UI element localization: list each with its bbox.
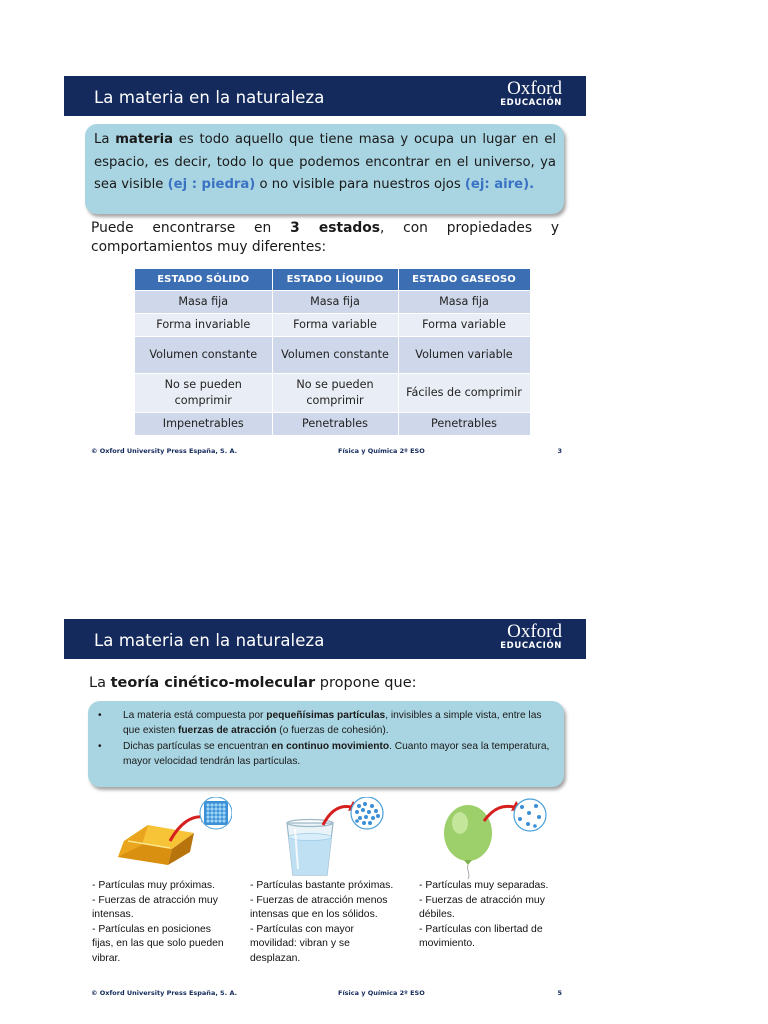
description-line: - Fuerzas de atracción muy xyxy=(92,894,218,906)
callout-text: o no visible para nuestros ojos xyxy=(255,177,465,192)
table-cell: Impenetrables xyxy=(135,412,272,435)
table-cell: Forma variable xyxy=(272,313,398,336)
table-cell: Penetrables xyxy=(272,412,398,435)
bullet-bold: en continuo movimiento xyxy=(271,741,390,752)
callout-bold-term: materia xyxy=(115,132,173,147)
description-line: - Fuerzas de atracción menos xyxy=(250,894,388,906)
matter-definition-callout xyxy=(85,124,564,214)
liquid-description xyxy=(250,879,393,966)
bullet-bold: pequeñísimas partículas xyxy=(266,710,386,721)
table-cell: Masa fija xyxy=(135,290,272,313)
bullet-text: , invisibles a simple vista, entre las que existen xyxy=(123,710,542,736)
footer-page-number: 3 xyxy=(557,447,562,455)
description-line: intensas que en los sólidos. xyxy=(250,909,378,920)
bullet-text: La materia está compuesta por xyxy=(123,710,267,721)
brand-sub: EDUCACIÓN xyxy=(500,641,562,651)
table-cell: No se pueden comprimir xyxy=(272,373,398,412)
bullet-bold: fuerzas de atracción xyxy=(177,724,277,736)
bullet-text: (o fuerzas de cohesión). xyxy=(276,724,389,736)
oxford-logo xyxy=(500,79,562,108)
callout-text: es todo aquello que tiene masa y ocupa un lugar en el espacio, es decir, todo lo que podemos encontrar en el universo, ya sea visible xyxy=(94,132,556,192)
callout-example-visible: (ej : piedra) xyxy=(167,177,256,192)
table-header-solid: ESTADO SÓLIDO xyxy=(135,269,272,290)
description-line: - Partículas con libertad de xyxy=(419,923,543,935)
slide-3 xyxy=(64,76,586,464)
description-line: - Fuerzas de atracción muy xyxy=(419,894,545,906)
bullet-mark: • xyxy=(98,710,102,721)
footer-copyright: © Oxford University Press España, S. A. xyxy=(91,447,238,455)
description-line: - Partículas en posiciones xyxy=(92,923,211,935)
subtitle-text: La xyxy=(89,675,111,691)
list-item xyxy=(98,709,554,738)
slide-header xyxy=(64,619,586,659)
description-line: movimiento. xyxy=(419,938,476,949)
slide-header xyxy=(64,76,586,116)
solid-description xyxy=(92,879,224,966)
description-line: intensas. xyxy=(92,909,134,920)
bullet-mark: • xyxy=(98,741,102,752)
table-cell: Volumen constante xyxy=(135,336,272,373)
intro-bold: 3 estados xyxy=(290,220,380,236)
description-line: - Partículas muy próximas. xyxy=(92,880,215,891)
description-line: - Partículas bastante próximas. xyxy=(250,880,394,891)
description-line: movilidad: vibran y se xyxy=(250,938,350,949)
table-cell: Volumen variable xyxy=(398,336,530,373)
table-cell: Forma invariable xyxy=(135,313,272,336)
footer-page-number: 5 xyxy=(557,989,562,997)
bullet-text: . Cuanto mayor sea la temperatura, mayor velocidad tendrán las partículas. xyxy=(123,741,550,767)
description-line: vibrar. xyxy=(92,952,121,964)
slide-title: La materia en la naturaleza xyxy=(94,88,325,107)
table-row xyxy=(135,373,530,412)
table-cell: No se pueden comprimir xyxy=(135,373,272,412)
footer-copyright: © Oxford University Press España, S. A. xyxy=(91,989,238,997)
callout-text: La xyxy=(94,132,116,147)
table-cell: Penetrables xyxy=(398,412,530,435)
table-cell: Masa fija xyxy=(272,290,398,313)
table-cell: Fáciles de comprimir xyxy=(398,373,530,412)
intro-text: Puede encontrarse en xyxy=(91,220,291,236)
callout-example-invisible: (ej: aire). xyxy=(464,177,535,192)
brand-name: Oxford xyxy=(507,78,562,99)
list-item xyxy=(98,740,554,769)
states-intro xyxy=(91,219,559,257)
description-line: fijas, en las que solo pueden xyxy=(92,938,224,949)
table-header-liquid: ESTADO LÍQUIDO xyxy=(272,269,398,290)
intro-text: , con propiedades y comportamientos muy diferentes: xyxy=(91,220,559,255)
description-line: - Partículas con mayor xyxy=(250,923,354,935)
slide-title: La materia en la naturaleza xyxy=(94,631,325,650)
subtitle-bold: teoría cinético-molecular xyxy=(110,675,316,691)
description-line: desplazan. xyxy=(250,952,301,964)
brand-sub: EDUCACIÓN xyxy=(500,98,562,108)
description-line: débiles. xyxy=(419,909,455,920)
table-row xyxy=(135,412,530,435)
table-row xyxy=(135,336,530,373)
gold-bar-solid-icon xyxy=(112,797,232,879)
water-glass-liquid-icon xyxy=(279,797,389,879)
gas-description xyxy=(419,879,548,952)
slide-footer xyxy=(64,989,586,1001)
kinetic-theory-callout xyxy=(88,701,564,787)
footer-course: Física y Química 2º ESO xyxy=(338,989,425,997)
states-table xyxy=(135,269,531,435)
kinetic-theory-subtitle xyxy=(89,675,417,691)
footer-course: Física y Química 2º ESO xyxy=(338,447,425,455)
table-cell: Forma variable xyxy=(398,313,530,336)
subtitle-text: propone que: xyxy=(315,675,417,691)
table-row xyxy=(135,313,530,336)
slide-footer xyxy=(64,447,586,459)
brand-name: Oxford xyxy=(507,621,562,642)
table-header-gas: ESTADO GASEOSO xyxy=(398,269,530,290)
slide-5 xyxy=(64,619,586,1007)
table-cell: Volumen constante xyxy=(272,336,398,373)
balloon-gas-icon xyxy=(438,797,550,879)
bullet-text: Dichas partículas se encuentran xyxy=(123,741,272,752)
table-row xyxy=(135,290,530,313)
table-cell: Masa fija xyxy=(398,290,530,313)
oxford-logo xyxy=(500,622,562,651)
description-line: - Partículas muy separadas. xyxy=(419,880,549,891)
